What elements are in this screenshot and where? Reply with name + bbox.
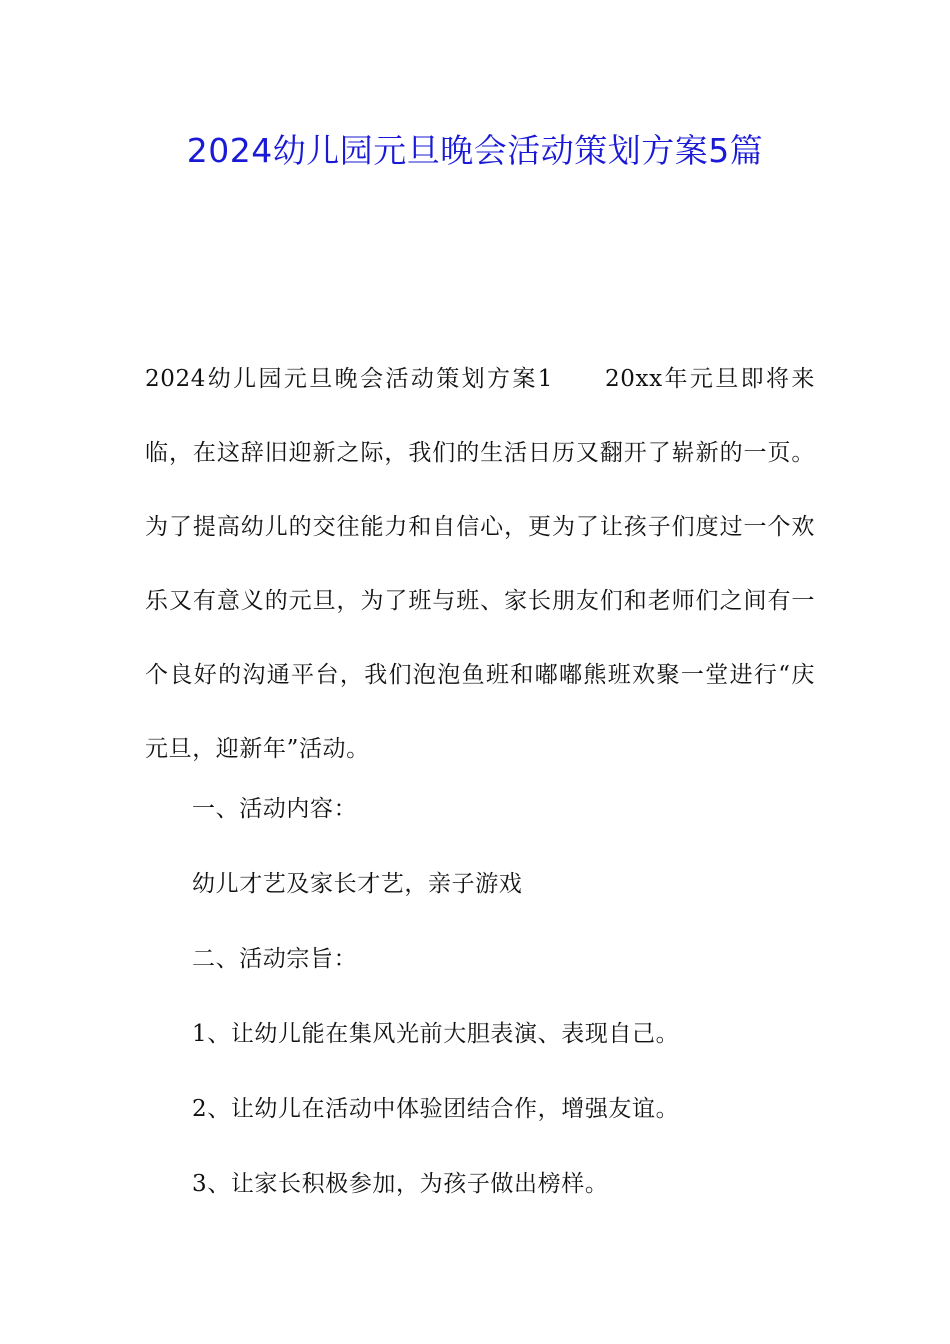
paragraph-activity-purpose-heading: 二、活动宗旨： <box>192 946 358 972</box>
paragraph-activity-content-heading: 一、活动内容： <box>192 796 358 822</box>
paragraph-activity-content: 幼儿才艺及家长才艺，亲子游戏 <box>192 871 523 897</box>
paragraph-purpose-item-2: 2、让幼儿在活动中体验团结合作，增强友谊。 <box>192 1096 680 1122</box>
section-heading: 2024幼儿园元旦晚会活动策划方案1 <box>145 366 554 392</box>
intro-text: 20xx年元旦即将来临，在这辞旧迎新之际，我们的生活日历又翻开了崭新的一页。为了提高幼儿的交往能力和自信心，更为了让孩子们度过一个欢乐又有意义的元旦，为了班与班、家长朋友们和老师们之间有一个良好的沟通平台，我们泡泡鱼班和嘟嘟熊班欢聚一堂进行“庆元旦，迎新年”活动。 <box>145 366 815 762</box>
document-title: 2024幼儿园元旦晚会活动策划方案5篇 <box>186 131 764 170</box>
intro-paragraph <box>145 342 815 786</box>
paragraph-purpose-item-3: 3、让家长积极参加，为孩子做出榜样。 <box>192 1171 609 1197</box>
paragraph-purpose-item-1: 1、让幼儿能在集风光前大胆表演、表现自己。 <box>192 1021 680 1047</box>
